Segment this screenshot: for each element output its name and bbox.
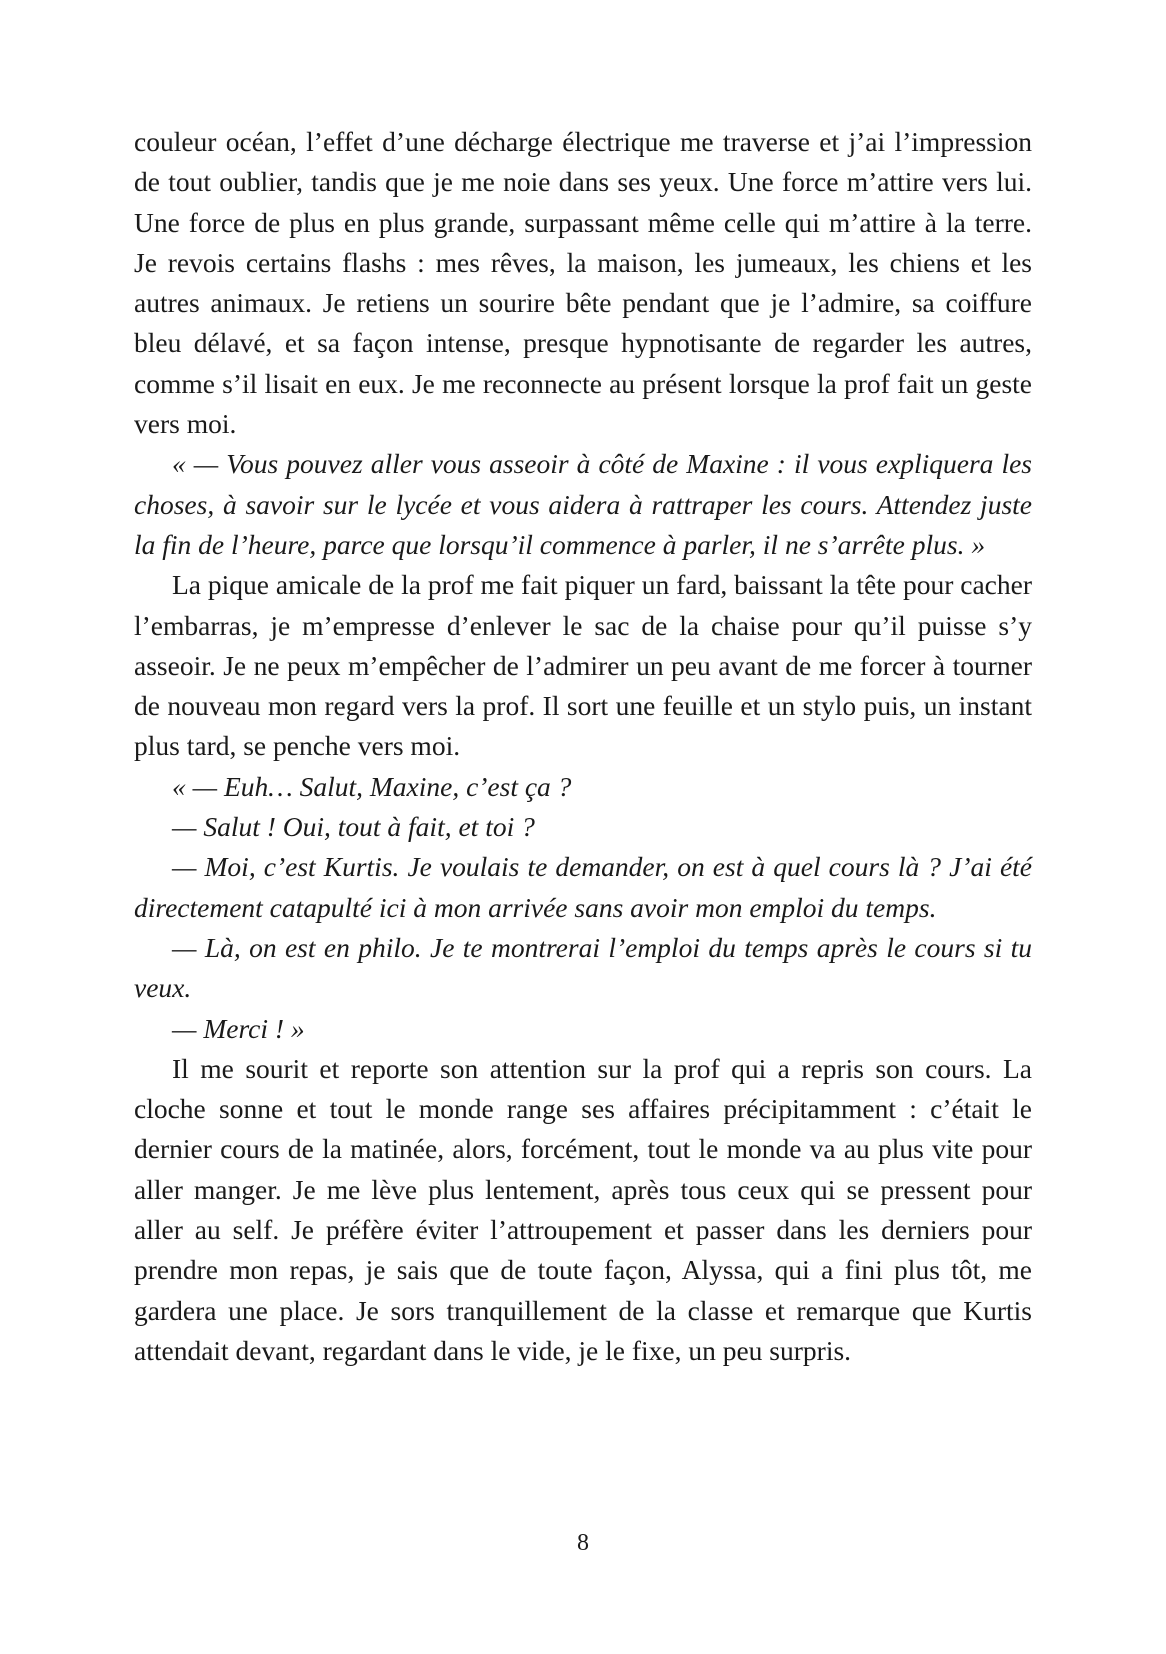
page-number: 8 xyxy=(577,1530,589,1556)
paragraph-dialogue-teacher: « — Vous pouvez aller vous asseoir à côté de Maxine : il vous expliquera les choses, à savoir sur le lycée et vous aidera à rattraper les cours. Attendez juste la fin de l’heure, parce que lorsqu’il commence à parler, il ne s’arrête plus. » xyxy=(134,448,1032,560)
paragraph-narration-1: couleur océan, l’effet d’une décharge électrique me traverse et j’ai l’impression de tout oublier, tandis que je me noie dans ses yeux. Une force m’attire vers lui. Une force de plus en plus grande, surpassant même celle qui m’attire à la terre. Je revois certains flashs : mes rêves, la maison, les jumeaux, les chiens et les autres animaux. Je retiens un sourire bête pendant que je l’admire, sa coiffure bleu délavé, et sa façon intense, presque hypnotisante de regarder les autres, comme s’il lisait en eux. Je me reconnecte au présent lorsque la prof fait un geste vers moi. xyxy=(134,126,1032,440)
paragraph-narration-3: Il me sourit et reporte son attention sur la prof qui a repris son cours. La cloche sonne et tout le monde range ses affaires précipitamment : c’était le dernier cours de la matinée, alors, forcément, tout le monde va au plus vite pour aller manger. Je me lève plus lentement, après tous ceux qui se pressent pour aller au self. Je préfère éviter l’attroupement et passer dans les derniers pour prendre mon repas, je sais que de toute façon, Alyssa, qui a fini plus tôt, me gardera une place. Je sors tranquillement de la classe et remarque que Kurtis attendait devant, regardant dans le vide, je le fixe, un peu surpris. xyxy=(134,1052,1032,1366)
paragraph-narration-2: La pique amicale de la prof me fait piquer un fard, baissant la tête pour cacher l’embarras, je m’empresse d’enlever le sac de la chaise pour qu’il puisse s’y asseoir. Je ne peux m’empêcher de l’admirer un peu avant de me forcer à tourner de nouveau mon regard vers la prof. Il sort une feuille et un stylo puis, un instant plus tard, se penche vers moi. xyxy=(134,569,1032,762)
body-text xyxy=(134,122,1032,1371)
dialogue-line-kurtis-1: « — Euh… Salut, Maxine, c’est ça ? xyxy=(172,770,572,802)
dialogue-line-maxine-2: — Là, on est en philo. Je te montrerai l’emploi du temps après le cours si tu veux. xyxy=(134,931,1032,1004)
dialogue-line-maxine-1: — Salut ! Oui, tout à fait, et toi ? xyxy=(172,811,535,843)
dialogue-line-kurtis-3: — Merci ! » xyxy=(172,1012,305,1044)
dialogue-line-kurtis-2: — Moi, c’est Kurtis. Je voulais te demander, on est à quel cours là ? J’ai été directement catapulté ici à mon arrivée sans avoir mon emploi du temps. xyxy=(134,851,1032,923)
